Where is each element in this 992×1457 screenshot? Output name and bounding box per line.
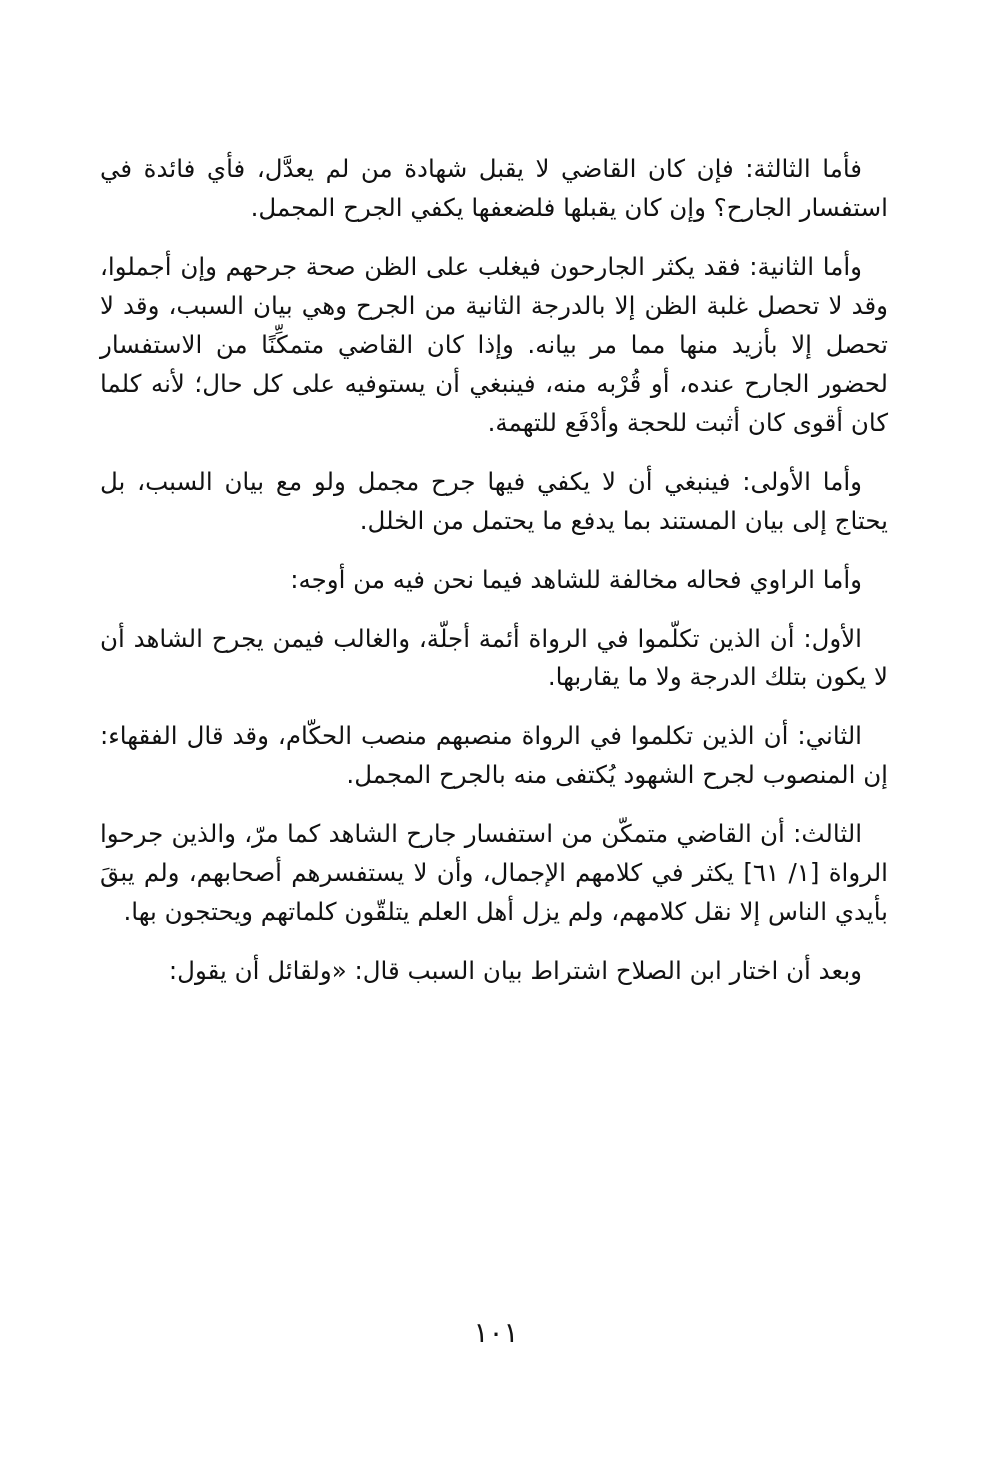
body-text [100,150,888,1011]
paragraph-narrator-intro: وأما الراوي فحاله مخالفة للشاهد فيما نحن فيه من أوجه: [290,564,862,594]
paragraph-third-case: فأما الثالثة: فإن كان القاضي لا يقبل شهادة من لم يعدَّل، فأي فائدة في استفسار الجارح؟ وإن كان يقبلها فلضعفها يكفي الجرح المجمل. [100,154,888,222]
page-number: ١٠١ [473,1316,519,1349]
paragraph-ibn-salah: وبعد أن اختار ابن الصلاح اشتراط بيان السبب قال: «ولقائل أن يقول: [168,956,862,986]
paragraph-first-case: وأما الأولى: فينبغي أن لا يكفي فيها جرح مجمل ولو مع بيان السبب، بل يحتاج إلى بيان المستند بما يدفع ما يحتمل من الخلل. [100,466,888,535]
paragraph-second-case: وأما الثانية: فقد يكثر الجارحون فيغلب على الظن صحة جرحهم وإن أجملوا، وقد لا تحصل غلبة الظن إلا بالدرجة الثانية من الجرح وهي بيان السبب، وقد لا تحصل إلا بأزيد منها مما مر بيانه. وإذا كان القاضي متمكِّنًا من الاستفسار لحضور الجارح عنده، أو قُرْبه منه، فينبغي أن يستوفيه على كل حال؛ لأنه كلما كان أقوى كان أثبت للحجة وأدْفَع للتهمة. [100,251,888,437]
paragraph-point-three: الثالث: أن القاضي متمكّن من استفسار جارح الشاهد كما مرّ، والذين جرحوا الرواة [١/ ٦١] يكثر في كلامهم الإجمال، وأن لا يستفسرهم أصحابهم، ولم يبقَ بأيدي الناس إلا نقل كلامهم، ولم يزل أهل العلم يتلقّون كلماتهم ويحتجون بها. [100,819,888,927]
paragraph-point-one: الأول: أن الذين تكلّموا في الرواة أئمة أجلّة، والغالب فيمن يجرح الشاهد أن لا يكون بتلك الدرجة ولا ما يقاربها. [100,623,888,692]
paragraph-point-two: الثاني: أن الذين تكلموا في الرواة منصبهم منصب الحكّام، وقد قال الفقهاء: إن المنصوب لجرح الشهود يُكتفى منه بالجرح المجمل. [100,721,888,790]
